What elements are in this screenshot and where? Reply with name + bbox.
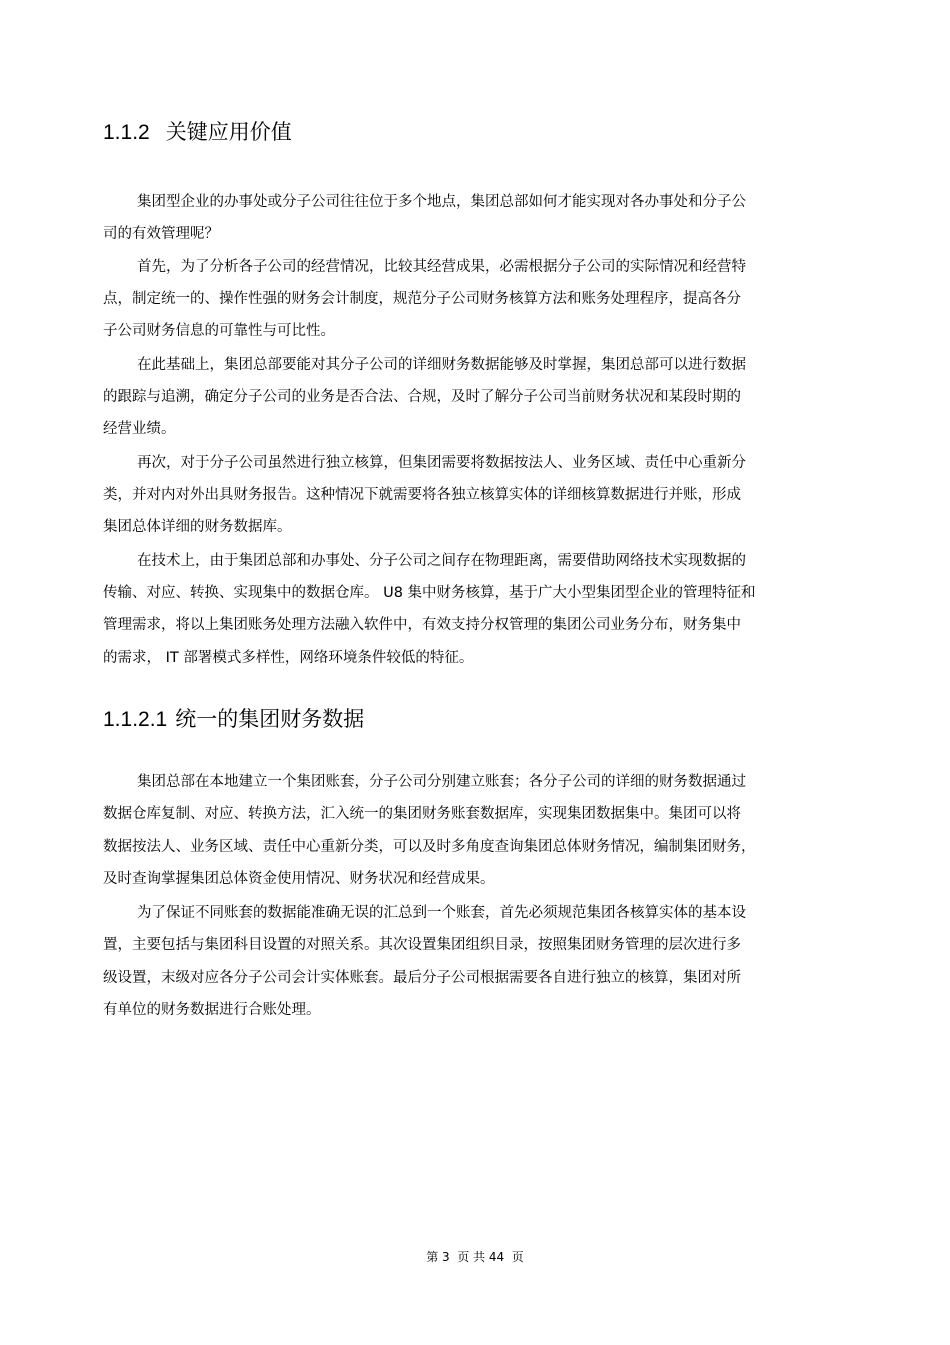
text-line: 在技术上，由于集团总部和办事处、分子公司之间存在物理距离，需要借助网络技术实现数据的 [137, 553, 746, 569]
text-line: 点，制定统一的、操作性强的财务会计制度，规范分子公司财务核算方法和账务处理程序，提高各分 [103, 291, 741, 307]
text-line: 子公司财务信息的可靠性与可比性。 [103, 323, 335, 339]
text-line: 集团总体详细的财务数据库。 [103, 519, 292, 535]
section-heading-1-1-2 [103, 119, 292, 147]
text-line: 集团型企业的办事处或分子公司往往位于多个地点，集团总部如何才能实现对各办事处和分子公 [137, 194, 746, 210]
text-line: 数据按法人、业务区域、责任中心重新分类，可以及时多角度查询集团总体财务情况，编制集团财务， [103, 839, 756, 855]
text-line: 的跟踪与追溯，确定分子公司的业务是否合法、合规，及时了解分子公司当前财务状况和某段时期的 [103, 389, 741, 405]
text-line: 再次，对于分子公司虽然进行独立核算，但集团需要将数据按法人、业务区域、责任中心重新分 [137, 455, 746, 471]
text-line: 经营业绩。 [103, 421, 176, 437]
text-line: 的需求， IT 部署模式多样性，网络环境条件较低的特征。 [103, 650, 474, 666]
text-line: 类，并对内对外出具财务报告。这种情况下就需要将各独立核算实体的详细核算数据进行并账，形成 [103, 487, 741, 503]
section-heading-1-1-2-1 [103, 706, 364, 734]
text-line: 置，主要包括与集团科目设置的对照关系。其次设置集团组织目录，按照集团财务管理的层次进行多 [103, 937, 741, 953]
section-number: 1.1.2 [103, 121, 150, 144]
text-line: 管理需求，将以上集团账务处理方法融入软件中，有效支持分权管理的集团公司业务分布，财务集中 [103, 617, 741, 633]
text-line: 有单位的财务数据进行合账处理。 [103, 1002, 321, 1018]
section-number: 1.1.2.1 [103, 708, 168, 731]
text-line: 为了保证不同账套的数据能准确无误的汇总到一个账套，首先必须规范集团各核算实体的基本设 [137, 905, 746, 921]
section-title: 关键应用价值 [165, 121, 292, 144]
text-line: 及时查询掌握集团总体资金使用情况、财务状况和经营成果。 [103, 871, 495, 887]
text-line: 传输、对应、转换、实现集中的数据仓库。 U8 集中财务核算，基于广大小型集团型企业的管理特征和 [103, 585, 756, 601]
text-line: 集团总部在本地建立一个集团账套，分子公司分别建立账套；各分子公司的详细的财务数据通过 [137, 774, 746, 790]
text-line: 数据仓库复制、对应、转换方法，汇入统一的集团财务账套数据库，实现集团数据集中。集团可以将 [103, 806, 741, 822]
text-line: 在此基础上，集团总部要能对其分子公司的详细财务数据能够及时掌握，集团总部可以进行数据 [137, 357, 746, 373]
text-line: 首先，为了分析各子公司的经营情况，比较其经营成果，必需根据分子公司的实际情况和经营特 [137, 259, 746, 275]
section-title: 统一的集团财务数据 [175, 708, 365, 731]
text-line: 司的有效管理呢？ [103, 226, 219, 242]
text-line: 级设置，末级对应各分子公司会计实体账套。最后分子公司根据需要各自进行独立的核算，集团对所 [103, 970, 741, 986]
page-number-footer: 第 3 页 共 44 页 [426, 1250, 524, 1264]
